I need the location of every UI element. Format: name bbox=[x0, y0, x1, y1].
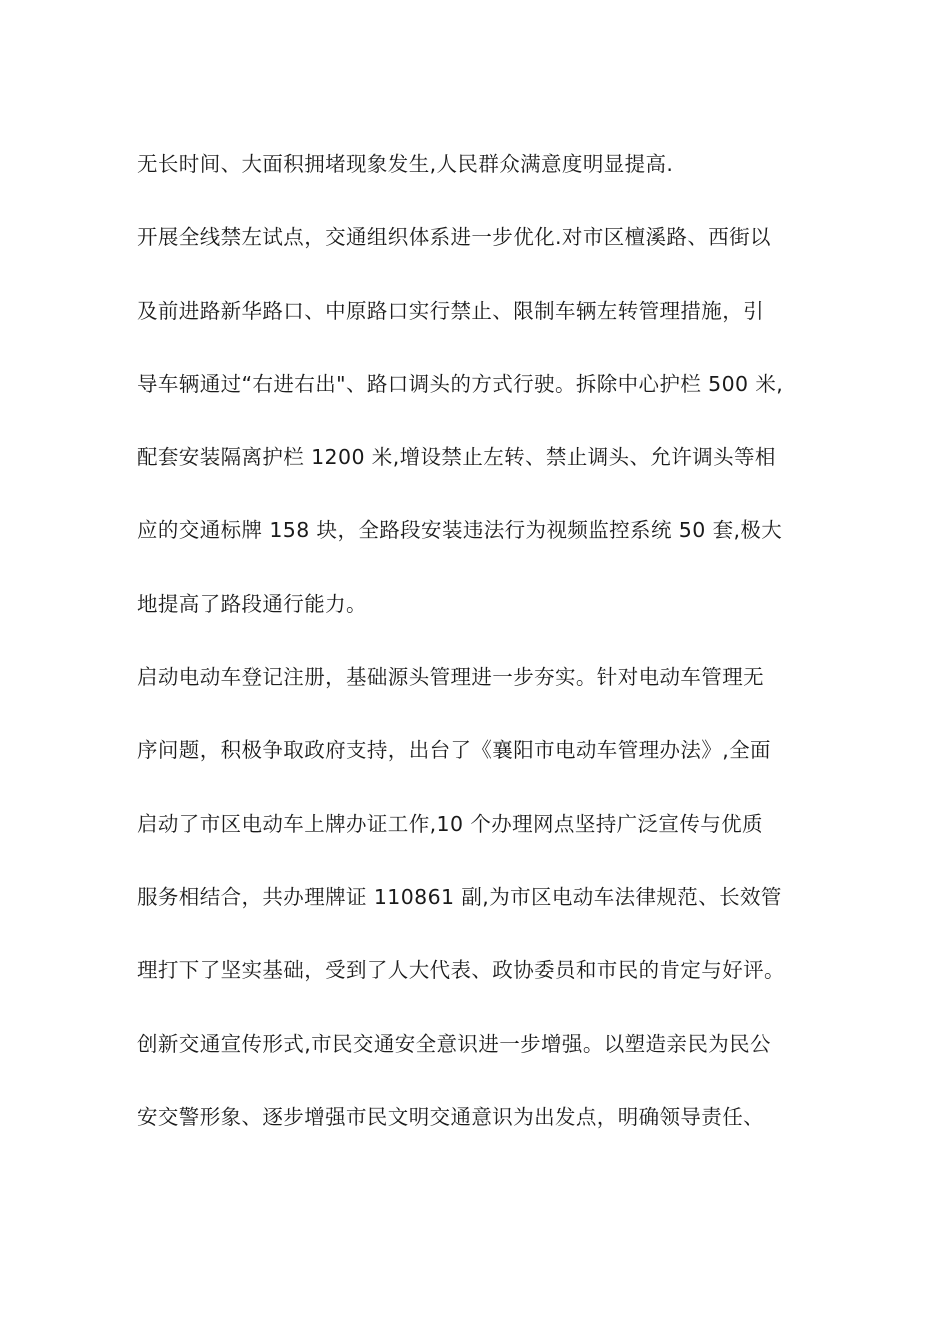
text-line: 服务相结合，共办理牌证 110861 副,为市区电动车法律规范、长效管 bbox=[137, 884, 782, 909]
text-line: 应的交通标牌 158 块，全路段安装违法行为视频监控系统 50 套,极大 bbox=[137, 518, 783, 543]
text-line: 导车辆通过“右进右出"、路口调头的方式行驶。拆除中心护栏 500 米, bbox=[137, 371, 784, 396]
text-line: 安交警形象、逐步增强市民文明交通意识为出发点，明确领导责任、 bbox=[137, 1104, 764, 1129]
text-line: 启动电动车登记注册，基础源头管理进一步夯实。针对电动车管理无 bbox=[137, 665, 764, 690]
text-line: 理打下了坚实基础，受到了人大代表、政协委员和市民的肯定与好评。 bbox=[137, 958, 785, 983]
text-line: 序问题，积极争取政府支持，出台了《襄阳市电动车管理办法》,全面 bbox=[137, 738, 771, 763]
text-line: 创新交通宣传形式,市民交通安全意识进一步增强。以塑造亲民为民公 bbox=[137, 1031, 771, 1056]
body-text bbox=[137, 141, 827, 1167]
text-line: 配套安装隔离护栏 1200 米,增设禁止左转、禁止调头、允许调头等相 bbox=[137, 445, 776, 470]
text-line: 及前进路新华路口、中原路口实行禁止、限制车辆左转管理措施，引 bbox=[137, 298, 764, 323]
text-line: 开展全线禁左试点，交通组织体系进一步优化.对市区檀溪路、西街以 bbox=[137, 225, 771, 250]
text-line: 无长时间、大面积拥堵现象发生,人民群众满意度明显提高. bbox=[137, 152, 674, 176]
text-line: 启动了市区电动车上牌办证工作,10 个办理网点坚持广泛宣传与优质 bbox=[137, 811, 763, 836]
text-line: 地提高了路段通行能力。 bbox=[137, 591, 367, 616]
